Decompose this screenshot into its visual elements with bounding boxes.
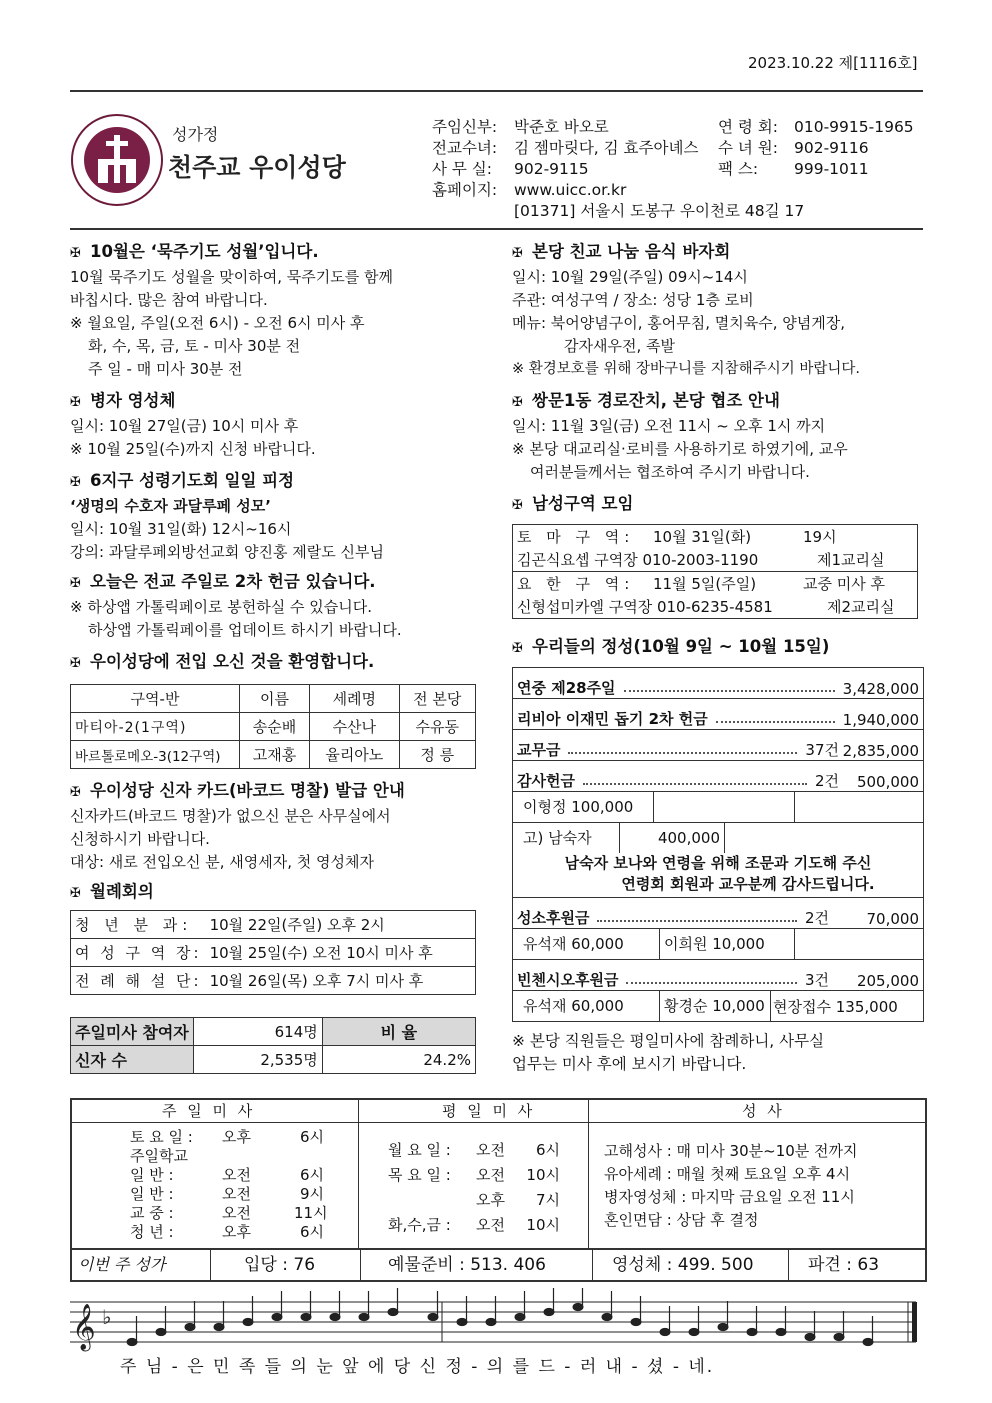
sick-line: ※ 10월 25일(수)까지 신청 바랍니다. [70,440,316,458]
weekday-mass-cell: 10시 [526,1166,560,1184]
contact-key: 전교수녀: [432,139,498,157]
men-group-room: 제1교리실 [817,551,885,569]
weekday-mass-cell: 목 요 일 : [388,1166,451,1184]
music-note [214,1323,224,1330]
music-note [359,1313,369,1320]
welcome-cell: 바르톨로메오-3(12구역) [71,741,240,769]
bazaar-line: 주관: 여성구역 / 장소: 성당 1층 로비 [512,291,754,309]
section-rosary-title: ✠ 10월은 ‘묵주기도 성월’입니다. [70,242,319,261]
welcome-cell: 율리아노 [310,741,399,769]
members-value: 2,535명 [193,1046,322,1074]
sunday-mass-cell: 오후 [222,1223,251,1241]
late-donor-row: 고) 남숙자 400,000 [513,823,923,853]
mass-schedule [70,1098,927,1250]
thanks-donor-row: 이형정 100,000 [513,792,923,823]
weekday-mass-cell [388,1188,476,1213]
meeting-label: 전 례 해 설 단: [71,967,206,995]
music-note [156,1328,166,1335]
men-group-leader: 신형섭미카엘 구역장 010-6235-4581 [517,598,773,616]
sunday-mass-cell: 일 반 : [130,1185,174,1203]
contact-row [432,138,914,159]
contact-value2: 999-1011 [794,160,869,178]
men-group-leader: 김곤식요셉 구역장 010-2003-1190 [517,551,759,569]
contact-row [432,180,914,201]
welcome-cell: 수유동 [399,713,475,741]
meeting-table [70,910,476,995]
offering-box [512,667,924,1022]
music-note [602,1313,612,1320]
men-group-label: 토 마 구 역: [517,528,635,546]
contact-value: www.uicc.or.kr [514,181,627,199]
retreat-line: 강의: 과달루페외방선교회 양진홍 제랄도 신부님 [70,543,384,561]
members-label: 신자 수 [71,1046,194,1074]
weekday-mass-row [388,1188,560,1213]
music-note [457,1318,467,1325]
rosary-line: 바칩시다. 많은 참여 바랍니다. [70,291,268,309]
sunday-mass-cell: 일 반 : [130,1166,174,1184]
weekday-mass-cell: 월 요 일 : [388,1141,451,1159]
sunday-mass-row [130,1147,324,1166]
sunday-mass-cell: 9시 [299,1185,324,1203]
sunday-mass-cell: 6시 [299,1223,324,1241]
contact-row [432,201,914,222]
contact-value: [01371] 서울시 도봉구 우이천로 48길 17 [514,202,805,220]
men-group-date: 11월 5일(주일) [653,575,757,593]
contact-value2: 010-9915-1965 [794,118,914,136]
staff-notice-line: 업무는 미사 후에 보시기 바랍니다. [512,1055,747,1073]
music-note [330,1313,340,1320]
music-note [428,1313,438,1320]
sunday-mass-cell [222,1147,294,1166]
music-note [486,1318,496,1325]
section-elderly-title: ✠ 쌍문1동 경로잔치, 본당 협조 안내 [512,391,780,410]
attendance-label: 주일미사 참여자 [71,1018,194,1046]
weekday-mass-row [388,1163,560,1188]
hymn-dismissal: 파견 : 63 [808,1255,880,1275]
contact-key [432,201,514,222]
weekday-mass-cell: 오후 [476,1191,505,1209]
welcome-cell: 수산나 [310,713,399,741]
retreat-line: 일시: 10월 31일(화) 12시~16시 [70,520,292,538]
bazaar-line: ※ 환경보호를 위해 장바구니를 지참해주시기 바랍니다. [512,361,860,377]
weekday-mass-cell: 7시 [535,1191,560,1209]
music-note [631,1318,641,1325]
music-staff [70,1288,923,1358]
hymn-bar [70,1248,927,1282]
music-note [573,1303,583,1310]
sacrament-list [604,1140,858,1232]
music-note [127,1338,137,1345]
welcome-table [70,684,476,769]
ratio-value: 24.2% [322,1046,475,1074]
men-group-time: 19시 [803,528,837,546]
men-group-room: 제2교리실 [827,598,895,616]
section-retreat-title: ✠ 6지구 성령기도회 일일 피정 [70,471,295,490]
attendance-value: 614명 [193,1018,322,1046]
elderly-line: ※ 본당 대교리실·로비를 사용하기로 하였기에, 교우 [512,440,848,458]
sunday-mass-row [130,1223,324,1242]
contact-value2: 902-9116 [794,139,869,157]
card-line: 신청하시기 바랍니다. [70,830,210,848]
sacrament-item: 고해성사 : 매 미사 30분~10분 전까지 [604,1142,858,1160]
weekday-mass-row [388,1213,560,1238]
section-offering-title: ✠ 우리들의 정성(10월 9일 ~ 10월 15일) [512,637,830,656]
contact-value: 김 젬마릿다, 김 효주아녜스 [514,139,699,157]
sunday-mass-cell: 6시 [299,1166,324,1184]
retreat-subtitle: ‘생명의 수호자 과달루페 성모’ [70,497,271,515]
hymn-entrance: 입당 : 76 [244,1255,316,1275]
offering-row: 리비아 이재민 돕기 2차 헌금 1,940,000 [513,699,923,730]
section-welcome-title: ✠ 우이성당에 전입 오신 것을 환영합니다. [70,652,375,671]
vincent-donors-row: 유석재 60,000 황경순 10,000 현장접수 135,000 [513,991,923,1021]
meeting-label: 여 성 구 역 장: [71,939,206,967]
contact-key2: 연 령 회: [718,118,778,136]
rosary-line: 화, 수, 목, 금, 토 - 미사 30분 전 [88,337,301,355]
welcome-cell: 마티아-2(1구역) [71,713,240,741]
sunday-mass-cell: 청 년 : [130,1223,174,1241]
rosary-line: 주 일 - 매 미사 30분 전 [88,360,243,378]
sunday-mass-header: 주 일 미 사 [162,1102,256,1120]
weekday-mass-cell: 6시 [535,1141,560,1159]
contact-value: 902-9115 [514,160,589,178]
right-column [512,240,924,1076]
issue-date: 2023.10.22 제[1116호] [748,54,918,72]
music-note [243,1318,253,1325]
contact-key: 홈페이지: [432,181,498,199]
bazaar-line: 감자새우전, 족발 [564,337,675,355]
music-note [776,1328,786,1335]
sacrament-item: 혼인면담 : 상담 후 결정 [604,1211,759,1229]
music-note [863,1338,873,1345]
weekday-mass-cell: 오전 [476,1141,505,1159]
section-meeting-title: ✠ 월례회의 [70,882,154,901]
logo-small-text: 성가정 [172,125,219,144]
sacrament-item: 병자영성체 : 마지막 금요일 오전 11시 [604,1188,855,1206]
weekday-mass-cell: 오전 [476,1166,505,1184]
sunday-mass-cell: 오후 [222,1128,251,1146]
card-line: 대상: 새로 전입오신 분, 새영세자, 첫 영성체자 [70,853,375,871]
elderly-line: 여러분들께서는 협조하여 주시기 바랍니다. [530,463,810,481]
weekday-mass-header: 평 일 미 사 [442,1102,536,1120]
sunday-mass-cell: 오전 [222,1185,251,1203]
welcome-header: 전 본당 [399,685,475,713]
weekday-mass-cell: 10시 [526,1216,560,1234]
contact-key2: 수 녀 원: [718,139,778,157]
men-group-date: 10월 31일(화) [653,528,752,546]
welcome-cell: 정 릉 [399,741,475,769]
sunday-mass-row [130,1128,324,1147]
men-group-time: 교중 미사 후 [803,575,885,593]
contact-row [432,159,914,180]
svg-text:♭: ♭ [102,1305,112,1329]
sunday-mass-cell: 오전 [222,1204,251,1222]
contact-key2: 팩 스: [718,160,759,178]
parish-name: 천주교 우이성당 [168,153,346,182]
music-note [660,1328,670,1335]
sunday-mass-cell: 교 중 : [130,1204,174,1222]
sunday-mass-cell: 주일학교 [130,1147,188,1165]
sunday-mass-cell: 오전 [222,1166,251,1184]
ratio-label: 비 율 [322,1018,475,1046]
sunday-mass-cell: 11시 [294,1204,328,1222]
music-note [185,1323,195,1330]
contact-key: 사 무 실: [432,160,492,178]
contact-key2 [718,180,794,201]
music-note [515,1313,525,1320]
sunday-mass-cell: 토 요 일 : [130,1128,193,1146]
meeting-value: 10월 22일(주일) 오후 2시 [206,911,476,939]
men-group-box [512,524,918,619]
hymn-label: 이번 주 성가 [78,1250,211,1280]
music-note [301,1313,311,1320]
bazaar-line: 메뉴: 북어양념구이, 홍어무침, 멸치육수, 양념게장, [512,314,846,332]
sunday-mass-row [130,1185,324,1204]
sacrament-header: 성 사 [742,1102,785,1120]
men-group-label: 요 한 구 역: [517,575,635,593]
thanks-message: 남숙자 보나와 연령을 위해 조문과 기도해 주신 연령회 회원과 교우분께 감사드립니다. [513,853,923,898]
weekday-mass-row [388,1138,560,1163]
music-note [272,1313,282,1320]
section-sick-communion-title: ✠ 병자 영성체 [70,391,176,410]
contact-row [432,117,914,138]
contact-key2 [718,201,794,222]
section-card-title: ✠ 우이성당 신자 카드(바코드 명찰) 발급 안내 [70,781,405,800]
hymn-communion: 영성체 : 499. 500 [612,1255,754,1275]
sunday-mass-list [130,1128,328,1242]
collection-line: ※ 하상앱 가톨릭페이로 봉헌하실 수 있습니다. [70,598,372,616]
meeting-label: 청 년 분 과: [71,911,206,939]
weekday-mass-cell: 오전 [476,1216,505,1234]
sunday-mass-row [130,1166,324,1185]
svg-text:𝄞: 𝄞 [72,1304,96,1350]
music-note [805,1333,815,1340]
section-men-title: ✠ 남성구역 모임 [512,494,634,513]
section-bazaar-title: ✠ 본당 친교 나눔 음식 바자회 [512,242,731,261]
contact-key: 주임신부: [432,118,498,136]
welcome-cell: 송순배 [240,713,310,741]
collection-line: 하상앱 가톨릭페이를 업데이트 하시기 바랍니다. [88,621,402,639]
attendance-table [70,1017,476,1074]
hymn-lyrics: 주 님 - 은 민 족 들 의 눈 앞 에 당 신 정 - 의 를 드 - 러 내 - 셨 - 네. [120,1357,715,1377]
music-note [747,1328,757,1335]
offering-row: 연중 제28주일 3,428,000 [513,668,923,699]
welcome-cell: 고재홍 [240,741,310,769]
sunday-mass-cell [294,1147,324,1166]
bazaar-line: 일시: 10월 29일(주일) 09시~14시 [512,268,748,286]
welcome-header: 구역-반 [71,685,240,713]
card-line: 신자카드(바코드 명찰)가 없으신 분은 사무실에서 [70,807,391,825]
staff-notice-line: ※ 본당 직원들은 평일미사에 참례하니, 사무실 [512,1032,825,1050]
music-note [388,1308,398,1315]
sunday-mass-cell: 6시 [299,1128,324,1146]
sick-line: 일시: 10월 27일(금) 10시 미사 후 [70,417,299,435]
section-collection-title: ✠ 오늘은 전교 주일로 2차 헌금 있습니다. [70,572,376,591]
sunday-mass-row [130,1204,328,1223]
contact-value: 박준호 바오로 [514,118,609,136]
offering-row: 성소후원금 2건 70,000 [513,898,923,929]
welcome-header: 이름 [240,685,310,713]
rosary-line: ※ 월요일, 주일(오전 6시) - 오전 6시 미사 후 [70,314,365,332]
weekday-mass-cell: 화,수,금 : [388,1216,451,1234]
music-note [834,1333,844,1340]
vocation-donors-row: 유석재 60,000 이희원 10,000 [513,929,923,960]
contact-info [432,117,914,222]
left-column [70,240,490,1074]
parish-logo [70,113,164,207]
music-note [689,1328,699,1335]
welcome-header: 세례명 [310,685,399,713]
offering-row: 감사헌금 2건 500,000 [513,761,923,792]
rosary-line: 10월 묵주기도 성월을 맞이하여, 묵주기도를 함께 [70,268,394,286]
sacrament-item: 유아세례 : 매월 첫째 토요일 오후 4시 [604,1165,851,1183]
music-note [718,1323,728,1330]
offering-row: 빈첸시오후원금 3건 205,000 [513,960,923,991]
offering-row: 교무금 37건 2,835,000 [513,730,923,761]
hymn-offertory: 예물준비 : 513. 406 [388,1255,546,1275]
elderly-line: 일시: 11월 3일(금) 오전 11시 ~ 오후 1시 까지 [512,417,826,435]
meeting-value: 10월 25일(수) 오전 10시 미사 후 [206,939,476,967]
weekday-mass-list [388,1138,560,1238]
meeting-value: 10월 26일(목) 오후 7시 미사 후 [206,967,476,995]
music-note [544,1308,554,1315]
